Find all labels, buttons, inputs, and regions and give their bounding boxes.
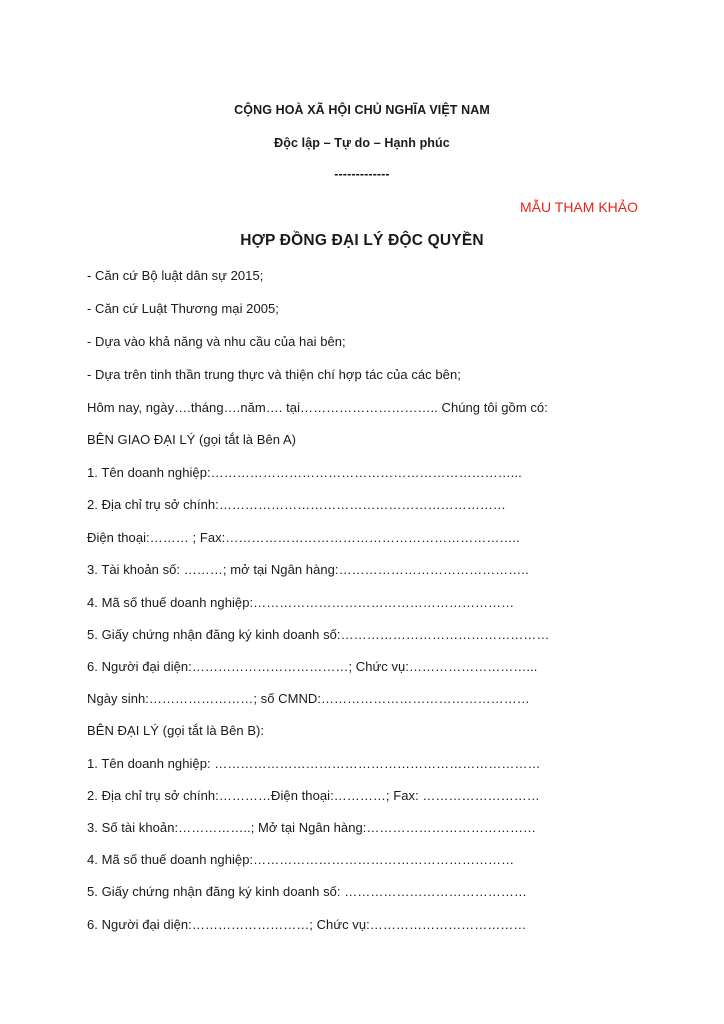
basis-capability: - Dựa vào khả năng và nhu cầu của hai bên; [87,334,346,349]
heading-separator: ------------- [334,167,390,181]
motto-heading: Độc lập – Tự do – Hạnh phúc [274,136,450,150]
party-a-bank-account: 3. Tài khoản số: ………; mở tại Ngân hàng:…………………………………….. [87,562,529,577]
party-a-tax-code: 4. Mã số thuế doanh nghiệp:…………………………………………………… [87,595,515,610]
party-b-bank-account: 3. Số tài khoản:……………..; Mở tại Ngân hàng:………………………………… [87,820,537,835]
party-b-business-license: 5. Giấy chứng nhận đăng ký kinh doanh số: …………………………………… [87,884,527,899]
party-a-company-name: 1. Tên doanh nghiệp:……………………………………………………………... [87,465,522,480]
party-a-representative: 6. Người đại diện:………………………………; Chức vụ:………………………... [87,659,538,674]
date-place-line: Hôm nay, ngày….tháng….năm…. tại………………………….. Chúng tôi gồm có: [87,400,548,415]
party-b-company-name: 1. Tên doanh nghiệp: ………………………………………………………………… [87,756,541,771]
party-b-representative: 6. Người đại diện:………………………; Chức vụ:……………………………… [87,917,527,932]
party-b-tax-code: 4. Mã số thuế doanh nghiệp:…………………………………………………… [87,852,515,867]
document-title: HỢP ĐỒNG ĐẠI LÝ ĐỘC QUYỀN [240,232,484,249]
party-a-address: 2. Địa chỉ trụ sở chính:………………………………………………………… [87,497,506,512]
party-b-heading: BÊN ĐẠI LÝ (gọi tắt là Bên B): [87,723,265,738]
party-a-phone-fax: Điện thoại:……… ; Fax:………………………………………………………….. [87,530,520,545]
party-a-business-license: 5. Giấy chứng nhận đăng ký kinh doanh số:………………………………………… [87,627,550,642]
basis-good-faith: - Dựa trên tinh thần trung thực và thiện chí hợp tác của các bên; [87,367,461,382]
country-heading: CỘNG HOÀ XÃ HỘI CHỦ NGHĨA VIỆT NAM [234,103,490,117]
basis-civil-code: - Căn cứ Bộ luật dân sự 2015; [87,268,264,283]
party-a-birth-id: Ngày sinh:……………………; số CMND:………………………………………… [87,691,530,706]
party-b-address-phone-fax: 2. Địa chỉ trụ sở chính:…………Điện thoại:…………; Fax: ……………………… [87,788,540,803]
reference-label: MẪU THAM KHẢO [520,199,638,215]
basis-commercial-law: - Căn cứ Luật Thương mại 2005; [87,301,279,316]
party-a-heading: BÊN GIAO ĐẠI LÝ (gọi tắt là Bên A) [87,432,297,447]
